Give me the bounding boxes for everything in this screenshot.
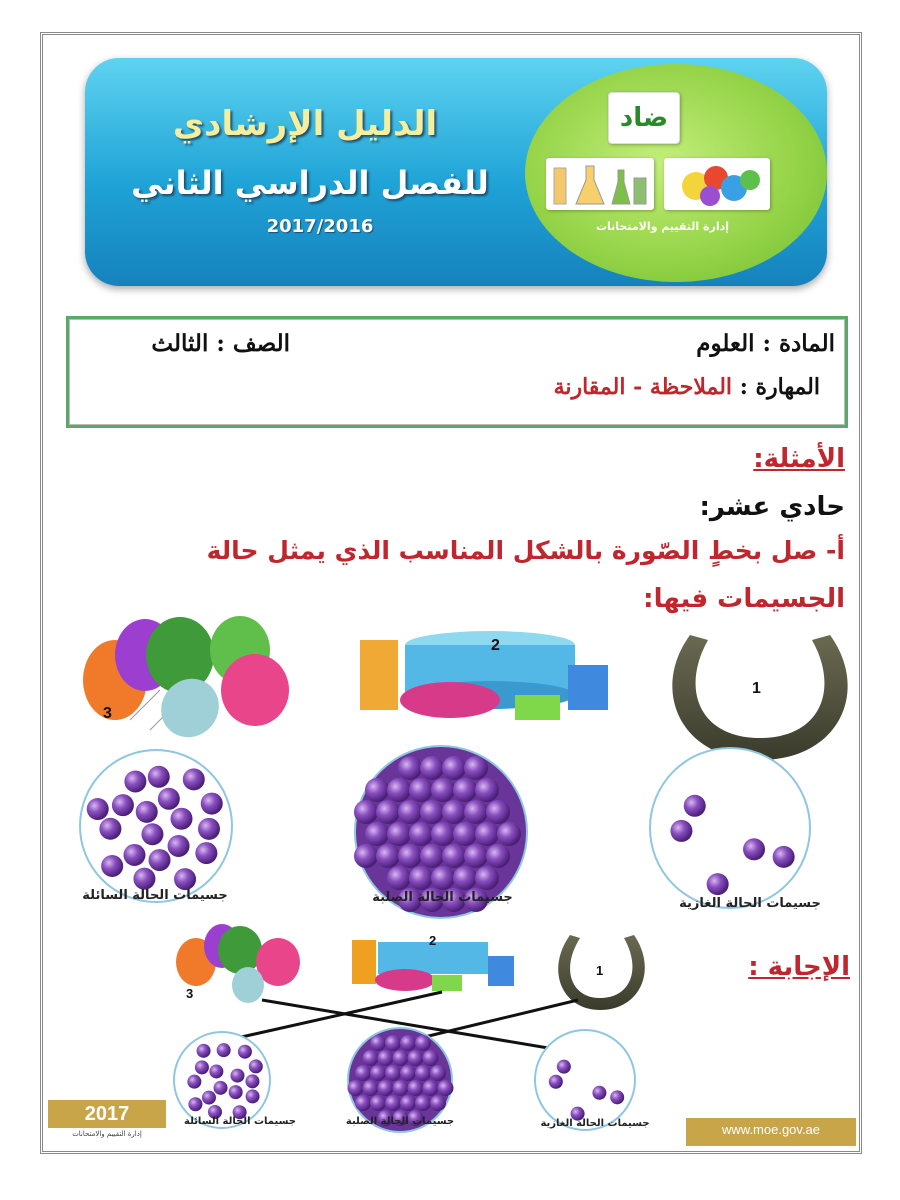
gas-caption: جسيمات الحالة الغازية <box>679 896 821 911</box>
particle <box>423 1080 439 1096</box>
particle <box>209 1064 223 1078</box>
image-number-2: 2 <box>491 637 500 654</box>
particle <box>431 778 455 802</box>
particle <box>549 1075 563 1089</box>
academic-year: 2017/2016 <box>266 216 374 237</box>
particle <box>486 844 510 868</box>
particle <box>370 1095 386 1111</box>
particle <box>123 844 145 866</box>
particle <box>398 800 422 824</box>
particle <box>707 873 729 895</box>
particle <box>400 1095 416 1111</box>
footer-department: إدارة التقييم والامتحانات <box>72 1130 142 1138</box>
particle <box>158 788 180 810</box>
particle <box>246 1089 260 1103</box>
examples-heading: الأمثلة: <box>753 444 845 474</box>
particle <box>378 1080 394 1096</box>
particle <box>743 838 765 860</box>
answer-balloons-image <box>176 924 300 1003</box>
particle <box>99 818 121 840</box>
particle <box>363 1050 379 1066</box>
particle <box>355 1095 371 1111</box>
particle <box>453 866 477 890</box>
particle <box>475 778 499 802</box>
particle <box>475 822 499 846</box>
guide-title: الدليل الإرشادي <box>172 104 438 144</box>
answer-line-horseshoe-solid <box>412 1000 578 1040</box>
particle <box>431 866 455 890</box>
particle <box>355 1065 371 1081</box>
answer-number-1: 1 <box>596 963 604 978</box>
answer-number-2: 2 <box>429 933 437 948</box>
footer-year: 2017 <box>48 1100 166 1128</box>
liquid-caption: جسيمات الحالة السائلة <box>82 888 228 903</box>
particle <box>420 756 444 780</box>
particle <box>442 844 466 868</box>
particle <box>365 778 389 802</box>
particle <box>453 822 477 846</box>
particle <box>230 1069 244 1083</box>
image-number-3: 3 <box>103 705 112 722</box>
particle <box>245 1074 259 1088</box>
particle <box>195 1060 209 1074</box>
dhad-logo: ضاد <box>608 92 680 144</box>
particle <box>197 1044 211 1058</box>
particle <box>149 849 171 871</box>
question-number: حادي عشر: <box>699 492 845 522</box>
particle <box>238 1045 252 1059</box>
particle <box>430 1095 446 1111</box>
particle <box>378 1050 394 1066</box>
footer-url: www.moe.gov.ae <box>721 1122 821 1137</box>
question-text: أ- صل بخطٍ الصّورة بالشكل المناسب الذي يمثل حالة <box>206 536 845 565</box>
particle <box>409 866 433 890</box>
particle <box>354 844 378 868</box>
particle <box>187 1075 201 1089</box>
particle <box>124 770 146 792</box>
particle <box>112 794 134 816</box>
particle <box>442 800 466 824</box>
particle <box>557 1060 571 1074</box>
semester-title: للفصل الدراسي الثاني <box>131 164 489 202</box>
particle <box>376 800 400 824</box>
particle <box>409 778 433 802</box>
particle <box>393 1050 409 1066</box>
particle <box>202 1091 216 1105</box>
particle <box>133 868 155 890</box>
particle <box>400 1035 416 1051</box>
particle <box>387 866 411 890</box>
particle <box>376 844 400 868</box>
particle <box>198 818 220 840</box>
skill-label: المهارة : <box>732 374 820 400</box>
particle <box>136 801 158 823</box>
particle <box>670 820 692 842</box>
particle <box>171 808 193 830</box>
particle <box>415 1035 431 1051</box>
particle <box>438 1080 454 1096</box>
liquids-image <box>360 631 608 720</box>
particle <box>385 1035 401 1051</box>
particle <box>398 756 422 780</box>
skill-value: الملاحظة - المقارنة <box>553 374 733 400</box>
particle <box>486 800 510 824</box>
particle <box>393 1080 409 1096</box>
particle <box>229 1085 243 1099</box>
particle <box>141 823 163 845</box>
particle <box>400 1065 416 1081</box>
particle <box>201 793 223 815</box>
particle <box>408 1080 424 1096</box>
department-label: إدارة التقييم والامتحانات <box>595 220 730 233</box>
particle <box>385 1095 401 1111</box>
particle <box>464 844 488 868</box>
answer-solid-caption: جسيمات الحالة الصلبة <box>345 1116 455 1127</box>
particle <box>217 1043 231 1057</box>
particle <box>174 868 196 890</box>
particle <box>408 1050 424 1066</box>
question-text-continued: الجسيمات فيها: <box>643 584 845 614</box>
particle <box>773 846 795 868</box>
particle <box>195 842 217 864</box>
horseshoe-image <box>672 635 847 760</box>
particle <box>415 1095 431 1111</box>
particle <box>183 768 205 790</box>
particle <box>363 1080 379 1096</box>
answer-liquid-caption: جسيمات الحالة السائلة <box>184 1116 296 1127</box>
answer-heading: الإجابة : <box>748 952 850 982</box>
particle <box>475 866 499 890</box>
particle <box>415 1065 431 1081</box>
solid-caption: جسيمات الحالة الصلبة <box>372 890 513 905</box>
particle <box>398 844 422 868</box>
particle <box>464 800 488 824</box>
image-number-1: 1 <box>752 680 761 697</box>
particle <box>684 795 706 817</box>
grade-label: الصف : الثالث <box>151 330 290 357</box>
balloons-image <box>83 616 289 749</box>
answer-gas-caption: جسيمات الحالة الغازية <box>540 1118 650 1129</box>
particle <box>387 778 411 802</box>
particle <box>453 778 477 802</box>
answer-number-3: 3 <box>186 986 194 1001</box>
particle <box>370 1035 386 1051</box>
particle <box>365 822 389 846</box>
particle <box>348 1080 364 1096</box>
particle <box>409 822 433 846</box>
particle <box>430 1065 446 1081</box>
particle <box>464 756 488 780</box>
subject-label: المادة : العلوم <box>696 330 835 357</box>
particle <box>497 822 521 846</box>
particle <box>431 822 455 846</box>
particle <box>420 844 444 868</box>
particle <box>87 798 109 820</box>
particle <box>387 822 411 846</box>
particle <box>101 855 123 877</box>
particle <box>442 756 466 780</box>
particle <box>249 1059 263 1073</box>
particle <box>188 1097 202 1111</box>
particle <box>423 1050 439 1066</box>
particle <box>168 835 190 857</box>
particle <box>354 800 378 824</box>
particle <box>385 1065 401 1081</box>
particle <box>420 800 444 824</box>
particle <box>370 1065 386 1081</box>
particle <box>592 1086 606 1100</box>
particle <box>148 766 170 788</box>
particle <box>610 1090 624 1104</box>
particle <box>214 1081 228 1095</box>
